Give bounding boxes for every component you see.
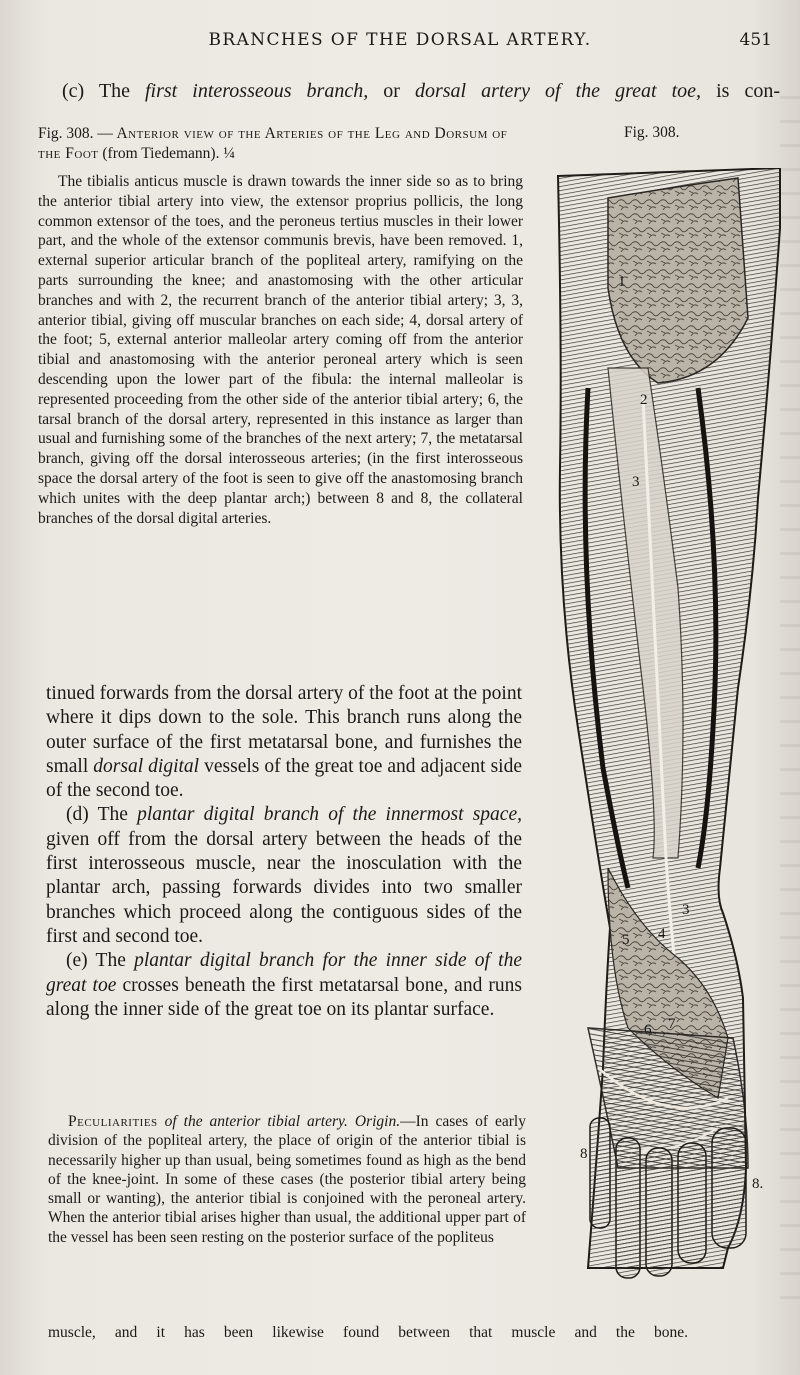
intro-italic-1: first interosseous branch, [145,80,369,102]
p1-italic: dorsal digital [93,755,200,777]
peculiarities-section [48,1112,526,1247]
caption-source: (from Tiedemann). ¼ [98,145,235,162]
intro-italic-2: dorsal artery of the great toe, [414,80,702,102]
intro-mid: or [368,80,415,102]
caption-prefix: Fig. 308. — [38,125,113,142]
p2-text-b: given off from the dorsal artery between the heads of the first interosseous muscle, near the inosculation with the plantar arch, passing forwards divides into two smaller branches which proceed along the contiguous sides of the first and second toe. [46,828,522,947]
figure-number-3a: 3 [632,474,640,490]
leg-shape [558,168,780,1268]
intro-line [62,80,780,103]
paragraph-d [46,803,522,949]
figure-number-8-right: 8. [752,1176,764,1192]
caption-paragraph: The tibialis anticus muscle is drawn towards the inner side so as to bring the anterior tibial artery into view, the extensor proprius pollicis, the long common extensor of the toes, and the peroneus tertius muscles in their lower part, and the whole of the extensor communis brevis, have been removed. 1, external superior articular branch of the popliteal artery, ramifying on the parts surrounding the knee; and anastomosing with the other articular branches and with 2, the recurrent branch of the anterior tibial artery; 3, 3, anterior tibial, giving off muscular branches on each side; 4, dorsal artery of the foot; 5, external anterior malleolar artery coming off from the anterior tibial and anastomosing with the anterior peroneal artery which is seen descending upon the lower part of the fibula: the internal malleolar is represented proceeding from the other side of the anterior tibial artery; 6, the tarsal branch of the dorsal artery, represented in this instance as larger than usual and furnishing some of the branches of the next artery; 7, the metatarsal branch, giving off the dorsal interosseous arteries; (in the first interosseous space the dorsal artery of the foot is seen to give off the anastomosing branch which unites with the deep plantar arch;) between 8 and 8, the collateral branches of the dorsal digital arteries. [38,173,523,527]
figure-number-4: 4 [658,926,666,942]
figure-number-7: 7 [668,1016,676,1032]
caption-heading: Anterior view of the Arteries of the Leg and Dorsum of the Foot [38,125,508,162]
caption-body [38,172,523,528]
figure-label: Fig. 308. [624,124,680,141]
toe-4 [678,1143,706,1263]
peculiarities-last-line: muscle, and it has been likewise found between that muscle and the bone. [48,1324,688,1341]
running-header: BRANCHES OF THE DORSAL ARTERY. [208,30,592,50]
peculiarities-heading-italic: of the anterior tibial artery. Origin. [157,1113,401,1130]
figure-number-5: 5 [622,932,630,948]
toe-5 [712,1128,746,1248]
page-number: 451 [739,30,772,50]
p3-text-a: (e) The [66,950,135,972]
toe-3 [646,1148,672,1276]
paragraph-c-continued [46,682,522,803]
figure-number-1: 1 [618,274,626,290]
figure-number-3b: 3 [682,902,690,918]
figure-number-6: 6 [644,1022,652,1038]
leg-arteries-illustration [548,168,788,1308]
p2-text-a: (d) The [66,804,138,826]
figure-number-2: 2 [640,392,648,408]
intro-suffix: is con- [701,80,780,102]
toe-2 [616,1138,640,1278]
p1-text-b: vessels of the great toe and adjacent side of the second toe. [46,755,522,802]
toe-1 [590,1118,610,1228]
p3-italic: plantar digital branch for the inner side of the great toe [46,950,522,996]
caption-title [38,124,523,164]
p3-text-b: crosses beneath the first metatarsal bone, and runs along the inner side of the great toe on its plantar surface. [46,974,523,1020]
main-body-text [46,682,522,1022]
p1-text-a: tinued forwards from the dorsal artery of the foot at the point where it dips down to the sole. This branch runs along the outer surface of the first metatarsal bone, and furnishes the small [46,683,522,777]
peculiarities-paragraph [48,1112,526,1247]
figure-caption [38,124,523,528]
peculiarities-body: —In cases of early division of the popliteal artery, the place of origin of the anterior tibial is necessarily higher up than usual, being sometimes found as high as the bend of the knee-joint. In some of these cases (the posterior tibial artery being small or wanting), the anterior tibial is conjoined with the peroneal artery. When the anterior tibial arises higher than usual, the additional upper part of the vessel has been seen resting on the posterior surface of the popliteus [48,1113,526,1246]
paragraph-e [46,949,522,1022]
intro-prefix: (c) The [62,80,145,102]
p2-italic: plantar digital branch of the innermost space, [137,804,522,826]
figure-number-8-left: 8 [580,1146,588,1162]
peculiarities-heading: Peculiarities [68,1113,158,1130]
